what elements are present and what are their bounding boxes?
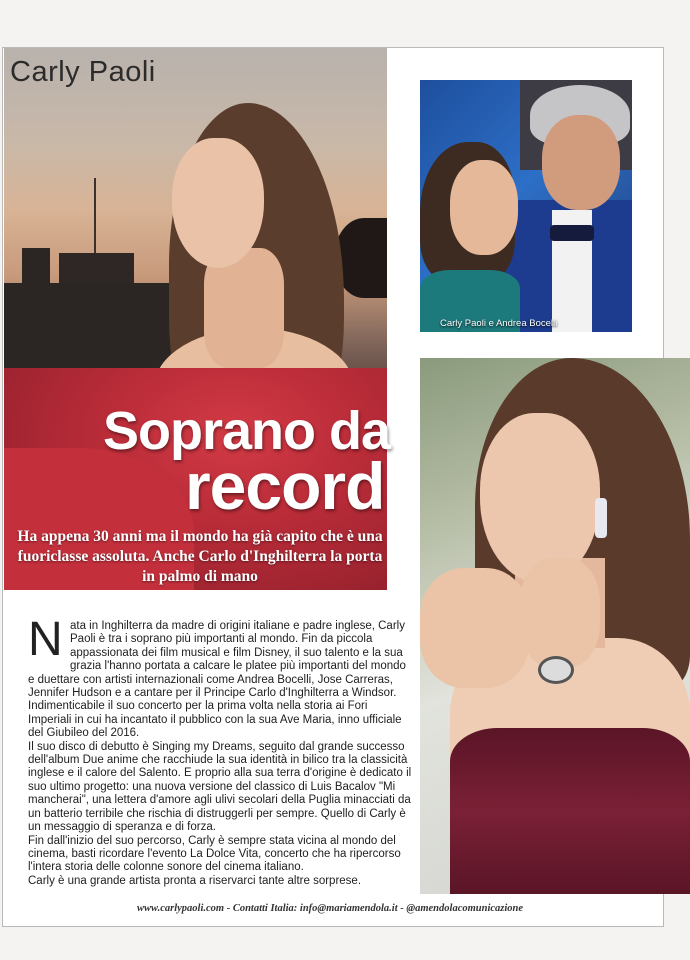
antenna-shape	[94, 178, 96, 258]
man-face-shape	[542, 115, 620, 210]
article-paragraph-4: Fin dall'inizio del suo percorso, Carly è sempre stata vicina al mondo del cinema, basti ricordare l'evento La Dolce Vita, concerto che ha ripercorso l'intera storia delle colonne sonore del cinema italiano.	[28, 834, 401, 874]
left-hand-shape	[420, 568, 530, 688]
portrait-photo	[420, 358, 690, 894]
duet-photo	[420, 80, 632, 332]
article-paragraph-3: Il suo disco di debutto è Singing my Dreams, seguito dal grande successo dell'album Due anime che racchiude la sua identità in bilico tra la classicità inglese e il calore del Salento. E proprio alla sua terra d'origine è dedicato il suo ultimo progetto: una nuova versione del classico di Luis Bacalov "Mi mancherai", una lettera d'amore agli ulivi secolari della Puglia minacciati da un batterio terribile che rischia di distruggerli per sempre. Quello di Carly è un messaggio di speranza e di forza.	[28, 740, 412, 834]
article-paragraph-1: ata in Inghilterra da madre di origini italiane e padre inglese, Carly Paoli è tra i soprano più importanti al mondo. Fin da piccola appassionata dei film musical e film Disney, il suo talento e la sua grazia l'hanno portata a calcare le platee più importanti del mondo e duettare con artisti internazionali come Andrea Bocelli, Jose Carreras, Jennifer Hudson e a cantare per il Principe Carlo d'Inghilterra a Windsor.	[28, 620, 406, 700]
face-shape	[480, 413, 600, 583]
watch-shape	[538, 656, 574, 684]
bowtie-shape	[550, 225, 594, 241]
face-shape	[172, 138, 264, 268]
headline-subtitle: Ha appena 30 anni ma il mondo ha già capito che è una fuoriclasse assoluta. Anche Carlo d'Inghilterra la porta in palmo di mano	[17, 528, 383, 585]
earring-shape	[595, 498, 607, 538]
velvet-dress-shape	[450, 728, 690, 894]
headline-line2: record	[185, 449, 385, 523]
woman-face-shape	[450, 160, 518, 255]
article-body	[28, 613, 414, 888]
article-paragraph-2: Indimenticabile il suo concerto per la prima volta nella storia ai Fori Imperiali in cui ha incantato il pubblico con la sua Ave Maria, inno ufficiale del Giubileo del 2016.	[28, 700, 402, 740]
footer-contacts: www.carlypaoli.com - Contatti Italia: info@mariamendola.it - @amendolacomunicazione	[136, 903, 524, 914]
headline-line1: Soprano da	[103, 401, 391, 461]
article-paragraph-5: Carly è una grande artista pronta a riservarci tante altre sorprese.	[28, 874, 362, 887]
right-hand-shape	[520, 558, 600, 668]
photo-caption: Carly Paoli e Andrea Bocelli	[440, 318, 558, 329]
header-name: Carly Paoli	[10, 56, 156, 88]
drop-cap: N	[28, 613, 63, 666]
